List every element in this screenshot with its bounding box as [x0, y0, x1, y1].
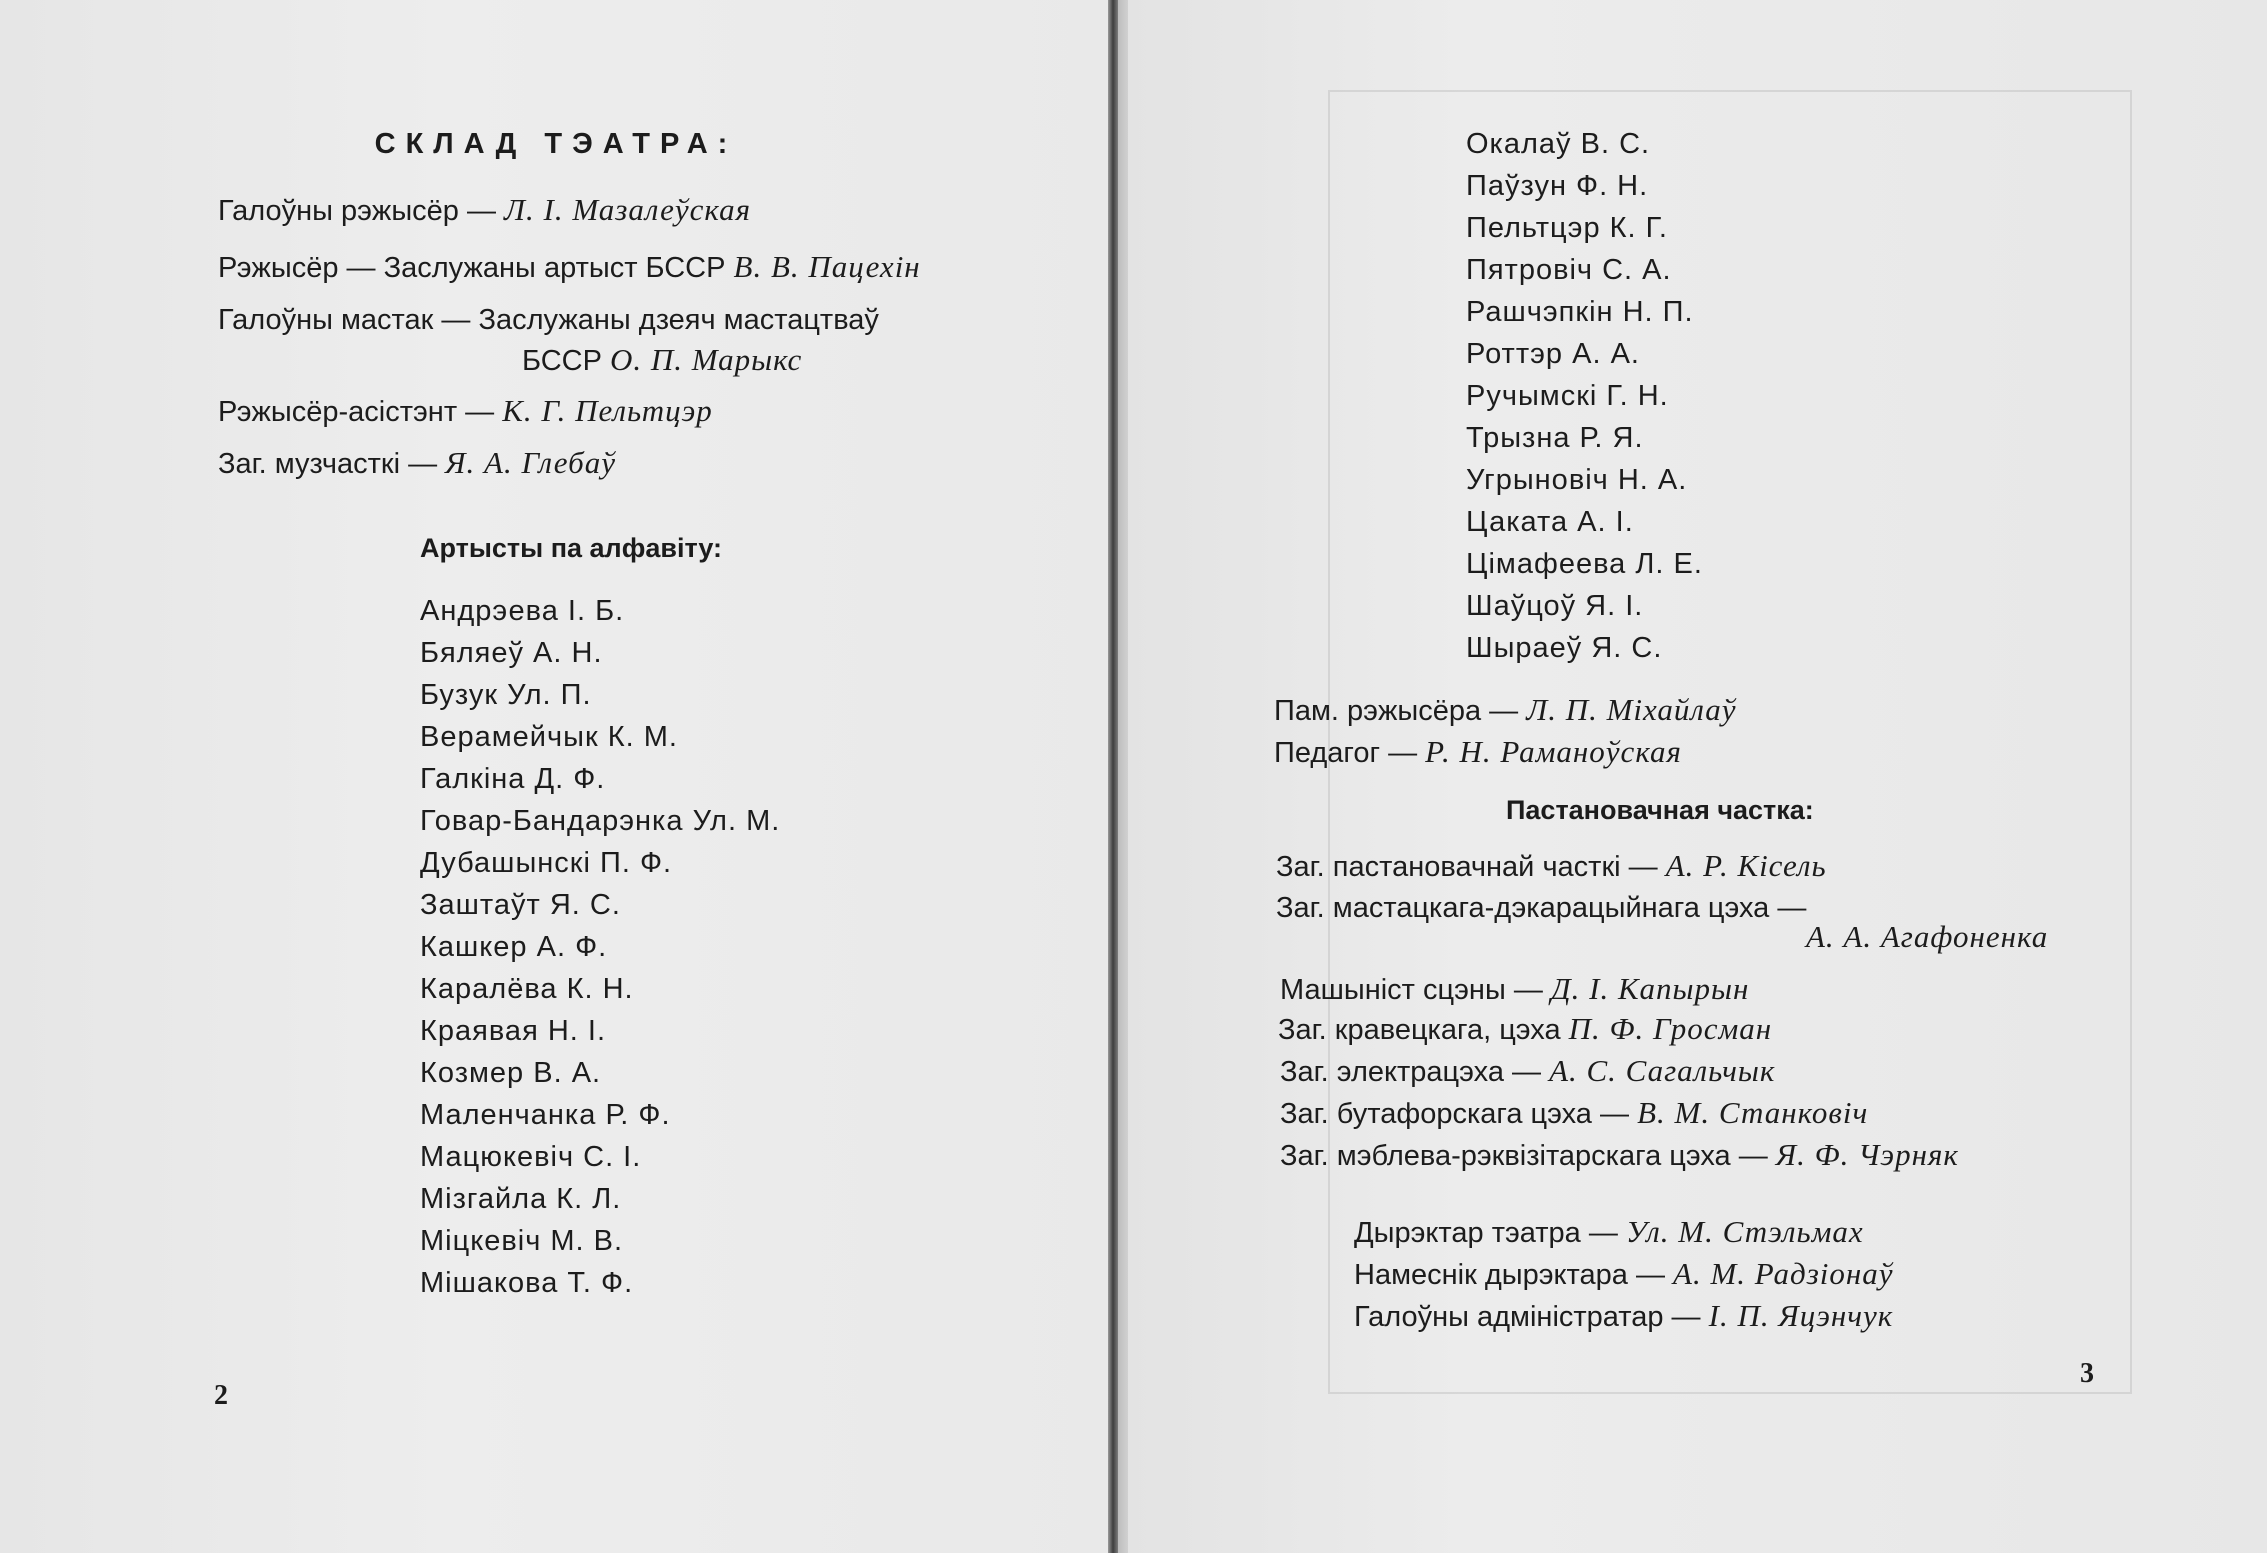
- production-role: Заг. мастацкага-дэкарацыйнага цэха —: [1276, 892, 1807, 924]
- staff-name: Я. А. Глебаў: [445, 445, 616, 480]
- staff-line: [218, 302, 879, 337]
- staff-role: Рэжысёр — Заслужаны артыст БССР: [218, 252, 726, 284]
- staff-role: Рэжысёр-асістэнт —: [218, 396, 495, 428]
- artist-item: Шаўцоў Я. І.: [1466, 590, 1644, 622]
- artist-item: Мізгайла К. Л.: [420, 1183, 622, 1215]
- artist-item: Бузук Ул. П.: [420, 679, 592, 711]
- artist-item: Трызна Р. Я.: [1466, 422, 1644, 454]
- assistant-line: [1274, 735, 1682, 770]
- staff-name: В. В. Пацехін: [733, 249, 921, 284]
- management-role: Галоўны адміністратар —: [1354, 1301, 1701, 1333]
- page-number-left: 2: [214, 1380, 228, 1411]
- production-name: П. Ф. Гросман: [1568, 1011, 1773, 1046]
- artist-item: Мацюкевіч С. І.: [420, 1141, 642, 1173]
- management-line: [1354, 1299, 1893, 1334]
- production-role: Заг. электрацэха —: [1280, 1056, 1541, 1088]
- production-role: Заг. мэблева-рэквізітарскага цэха —: [1280, 1140, 1768, 1172]
- artist-item: Дубашынскі П. Ф.: [420, 847, 673, 879]
- right-page: [1128, 0, 2267, 1553]
- artist-item: Говар-Бандарэнка Ул. М.: [420, 805, 781, 837]
- artist-item: Каралёва К. Н.: [420, 973, 634, 1005]
- spine-shadow: [1108, 0, 1118, 1553]
- staff-role: Галоўны рэжысёр —: [218, 195, 496, 227]
- artist-item: Галкіна Д. Ф.: [420, 763, 606, 795]
- page-number-right: 3: [2080, 1358, 2094, 1389]
- management-line: [1354, 1257, 1894, 1292]
- artist-item: Ручымскі Г. Н.: [1466, 380, 1669, 412]
- production-role: Заг. кравецкага, цэха: [1278, 1014, 1561, 1046]
- cast-title: СКЛАД ТЭАТРА:: [374, 128, 738, 160]
- artist-item: Козмер В. А.: [420, 1057, 602, 1089]
- artist-item: Окалаў В. С.: [1466, 128, 1651, 160]
- artist-item: Мішакова Т. Ф.: [420, 1267, 634, 1299]
- artists-heading: Артысты па алфавіту:: [420, 533, 722, 563]
- assistant-role: Пам. рэжысёра —: [1274, 695, 1519, 727]
- staff-line: [522, 343, 802, 378]
- production-line: [1276, 890, 1806, 925]
- staff-role: Заг. музчасткі —: [218, 448, 438, 480]
- staff-line: [218, 250, 921, 285]
- staff-line: [218, 394, 713, 429]
- management-role: Дырэктар тэатра —: [1354, 1217, 1618, 1249]
- production-line: [1280, 1054, 1775, 1089]
- production-role: Заг. пастановачнай часткі —: [1276, 851, 1658, 883]
- production-line: [1276, 849, 1827, 884]
- production-role: Машыніст сцэны —: [1280, 974, 1543, 1006]
- production-line: [1280, 972, 1749, 1007]
- artist-item: Краявая Н. І.: [420, 1015, 606, 1047]
- artist-item: Андрэева І. Б.: [420, 595, 625, 627]
- artist-item: Рашчэпкін Н. П.: [1466, 296, 1694, 328]
- artist-item: Цаката А. І.: [1466, 506, 1634, 538]
- management-name: А. М. Радзіонаў: [1673, 1256, 1894, 1291]
- artist-item: Паўзун Ф. Н.: [1466, 170, 1649, 202]
- artist-item: Верамейчык К. М.: [420, 721, 678, 753]
- production-name: А. А. Агафоненка: [1806, 919, 2049, 954]
- artist-item: Міцкевіч М. В.: [420, 1225, 624, 1257]
- management-line: [1354, 1215, 1864, 1250]
- staff-line: [218, 193, 751, 228]
- artist-item: Шыраеў Я. С.: [1466, 632, 1663, 664]
- staff-role: Галоўны мастак — Заслужаны дзеяч мастацтваў: [218, 304, 879, 336]
- artist-item: Маленчанка Р. Ф.: [420, 1099, 671, 1131]
- management-role: Намеснік дырэктара —: [1354, 1259, 1665, 1291]
- staff-name: Л. І. Мазалеўская: [504, 192, 752, 227]
- production-line: [1280, 1096, 1868, 1131]
- assistant-role: Педагог —: [1274, 737, 1418, 769]
- artist-item: Заштаўт Я. С.: [420, 889, 621, 921]
- artist-item: Цімафеева Л. Е.: [1466, 548, 1703, 580]
- production-line: [1278, 1012, 1772, 1047]
- artist-item: Пятровіч С. А.: [1466, 254, 1672, 286]
- assistant-line: [1274, 693, 1737, 728]
- assistant-name: Р. Н. Раманоўская: [1425, 734, 1682, 769]
- assistant-name: Л. П. Міхайлаў: [1526, 692, 1737, 727]
- production-name: В. М. Станковіч: [1637, 1095, 1869, 1130]
- production-name: А. С. Сагальчык: [1549, 1053, 1776, 1088]
- production-role: Заг. бутафорскага цэха —: [1280, 1098, 1629, 1130]
- production-name: Д. І. Капырын: [1550, 971, 1750, 1006]
- artist-item: Кашкер А. Ф.: [420, 931, 608, 963]
- artist-item: Бяляеў А. Н.: [420, 637, 603, 669]
- management-name: Ул. М. Стэльмах: [1625, 1214, 1864, 1249]
- artist-item: Роттэр А. А.: [1466, 338, 1640, 370]
- left-page: [0, 0, 1112, 1553]
- production-name: Я. Ф. Чэрняк: [1775, 1137, 1959, 1172]
- production-heading: Пастановачная частка:: [1506, 795, 1814, 825]
- production-line: [1280, 1138, 1959, 1173]
- production-name: А. Р. Кісель: [1665, 848, 1827, 883]
- staff-role: БССР: [522, 345, 602, 377]
- management-name: І. П. Яцэнчук: [1708, 1298, 1894, 1333]
- artist-item: Пельтцэр К. Г.: [1466, 212, 1668, 244]
- staff-name: О. П. Марыкс: [610, 342, 803, 377]
- production-line: [1806, 920, 2048, 955]
- staff-name: К. Г. Пельтцэр: [502, 393, 713, 428]
- artist-item: Угрыновіч Н. А.: [1466, 464, 1688, 496]
- staff-line: [218, 446, 616, 481]
